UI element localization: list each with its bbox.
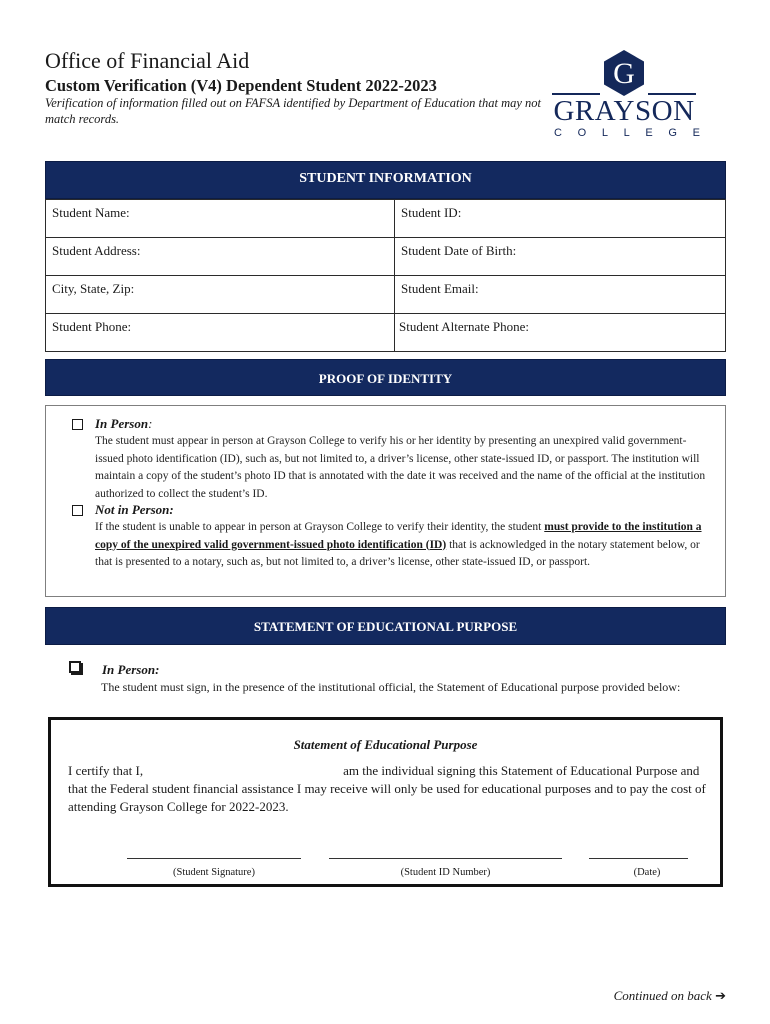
date-line[interactable] bbox=[589, 858, 688, 859]
logo-hexagon-icon bbox=[604, 50, 644, 96]
proof-of-identity-box bbox=[45, 405, 726, 597]
student-email-field[interactable]: Student Email: bbox=[401, 281, 479, 296]
form-subtitle: Verification of information filled out on FAFSA identified by Department of Education that may not match records. bbox=[45, 96, 542, 126]
continued-text: Continued on back bbox=[613, 988, 712, 1003]
grayson-college-logo bbox=[548, 50, 700, 142]
logo-sub-letter: E bbox=[692, 127, 700, 139]
in-person-label bbox=[95, 416, 152, 432]
student-address-field[interactable]: Student Address: bbox=[46, 238, 395, 275]
logo-sub-letter: E bbox=[645, 127, 653, 139]
office-title: Office of Financial Aid bbox=[45, 48, 250, 73]
in-person-checkbox[interactable] bbox=[72, 419, 83, 430]
student-alternate-phone-field[interactable]: Student Alternate Phone: bbox=[399, 319, 529, 334]
date-label: (Date) bbox=[633, 867, 661, 878]
logo-sub-letter: L bbox=[601, 127, 608, 139]
student-dob-field[interactable]: Student Date of Birth: bbox=[401, 243, 517, 258]
table-row bbox=[46, 275, 725, 313]
student-information-table bbox=[45, 199, 726, 352]
signature-label: (Student Signature) bbox=[173, 867, 255, 878]
not-in-person-checkbox[interactable] bbox=[72, 505, 83, 516]
student-name-field[interactable]: Student Name: bbox=[46, 200, 395, 237]
not-in-person-description bbox=[95, 519, 719, 572]
educational-purpose-heading bbox=[45, 607, 726, 645]
student-id-label: (Student ID Number) bbox=[400, 867, 491, 878]
proof-of-identity-heading bbox=[45, 359, 726, 396]
logo-letter: G bbox=[613, 57, 635, 90]
table-row bbox=[46, 237, 725, 275]
educational-in-person-label: In Person: bbox=[102, 662, 160, 677]
continued-on-back bbox=[614, 988, 726, 1005]
statement-line-rest: am the individual signing this Statement of Educational Purpose and that the Federal student financial assistance I may receive will only be used for educational purposes and to pay the cost of attending Grayson College for 2022-2023. bbox=[68, 763, 706, 814]
educational-purpose-heading-text: STATEMENT OF EDUCATIONAL PURPOSE bbox=[253, 619, 518, 634]
student-information-heading bbox=[45, 161, 726, 199]
statement-box bbox=[48, 717, 723, 887]
in-person-description: The student must appear in person at Grayson College to verify his or her identity by presenting an unexpired valid government-issued photo identification (ID), such as, but not limited to, a driver’s license, other state-issued ID, or passport. The institution will maintain a copy of the student’s photo ID that is annotated with the date it was received and the name of the official at the institution authorized to collect the student’s ID. bbox=[95, 435, 706, 500]
table-row bbox=[46, 313, 725, 351]
statement-title: Statement of Educational Purpose bbox=[293, 737, 478, 752]
in-person-label-colon: : bbox=[148, 416, 153, 431]
logo-subtitle bbox=[554, 127, 700, 139]
not-in-person-text-before: If the student is unable to appear in person at Grayson College to verify their identity, the student bbox=[95, 521, 545, 533]
form-title: Custom Verification (V4) Dependent Student 2022-2023 bbox=[45, 76, 437, 95]
logo-sub-letter: O bbox=[577, 127, 587, 139]
in-person-label-text: In Person bbox=[95, 416, 149, 431]
proof-of-identity-heading-text: PROOF OF IDENTITY bbox=[318, 371, 453, 386]
signature-line[interactable] bbox=[127, 858, 301, 859]
table-row bbox=[46, 199, 725, 237]
not-in-person-text-emphasis: must provide to the institution a copy of the unexpired valid government-issued photo identification (ID) bbox=[95, 521, 702, 551]
statement-line-start: I certify that I, bbox=[68, 763, 144, 778]
arrow-right-icon: ➔ bbox=[715, 989, 726, 1004]
educational-in-person-checkbox[interactable] bbox=[69, 661, 81, 673]
student-id-field[interactable]: Student ID: bbox=[401, 205, 462, 220]
educational-instruction: The student must sign, in the presence of the institutional official, the Statement of Educational purpose provided below: bbox=[101, 680, 681, 694]
logo-sub-letter: G bbox=[668, 127, 677, 139]
student-id-line[interactable] bbox=[329, 858, 562, 859]
student-information-heading-text: STUDENT INFORMATION bbox=[299, 171, 472, 186]
logo-name: GRAYSON bbox=[553, 95, 695, 127]
logo-sub-letter: C bbox=[554, 127, 562, 139]
not-in-person-label: Not in Person: bbox=[95, 502, 174, 517]
city-state-zip-field[interactable]: City, State, Zip: bbox=[46, 276, 395, 313]
statement-body bbox=[68, 762, 718, 816]
logo-sub-letter: L bbox=[623, 127, 630, 139]
not-in-person-text-after: that is acknowledged in the notary statement below, or that is presented to a notary, such as, but not limited to, a driver’s license, other state-issued ID, or passport. bbox=[95, 538, 700, 568]
student-phone-field[interactable]: Student Phone: bbox=[46, 314, 395, 351]
